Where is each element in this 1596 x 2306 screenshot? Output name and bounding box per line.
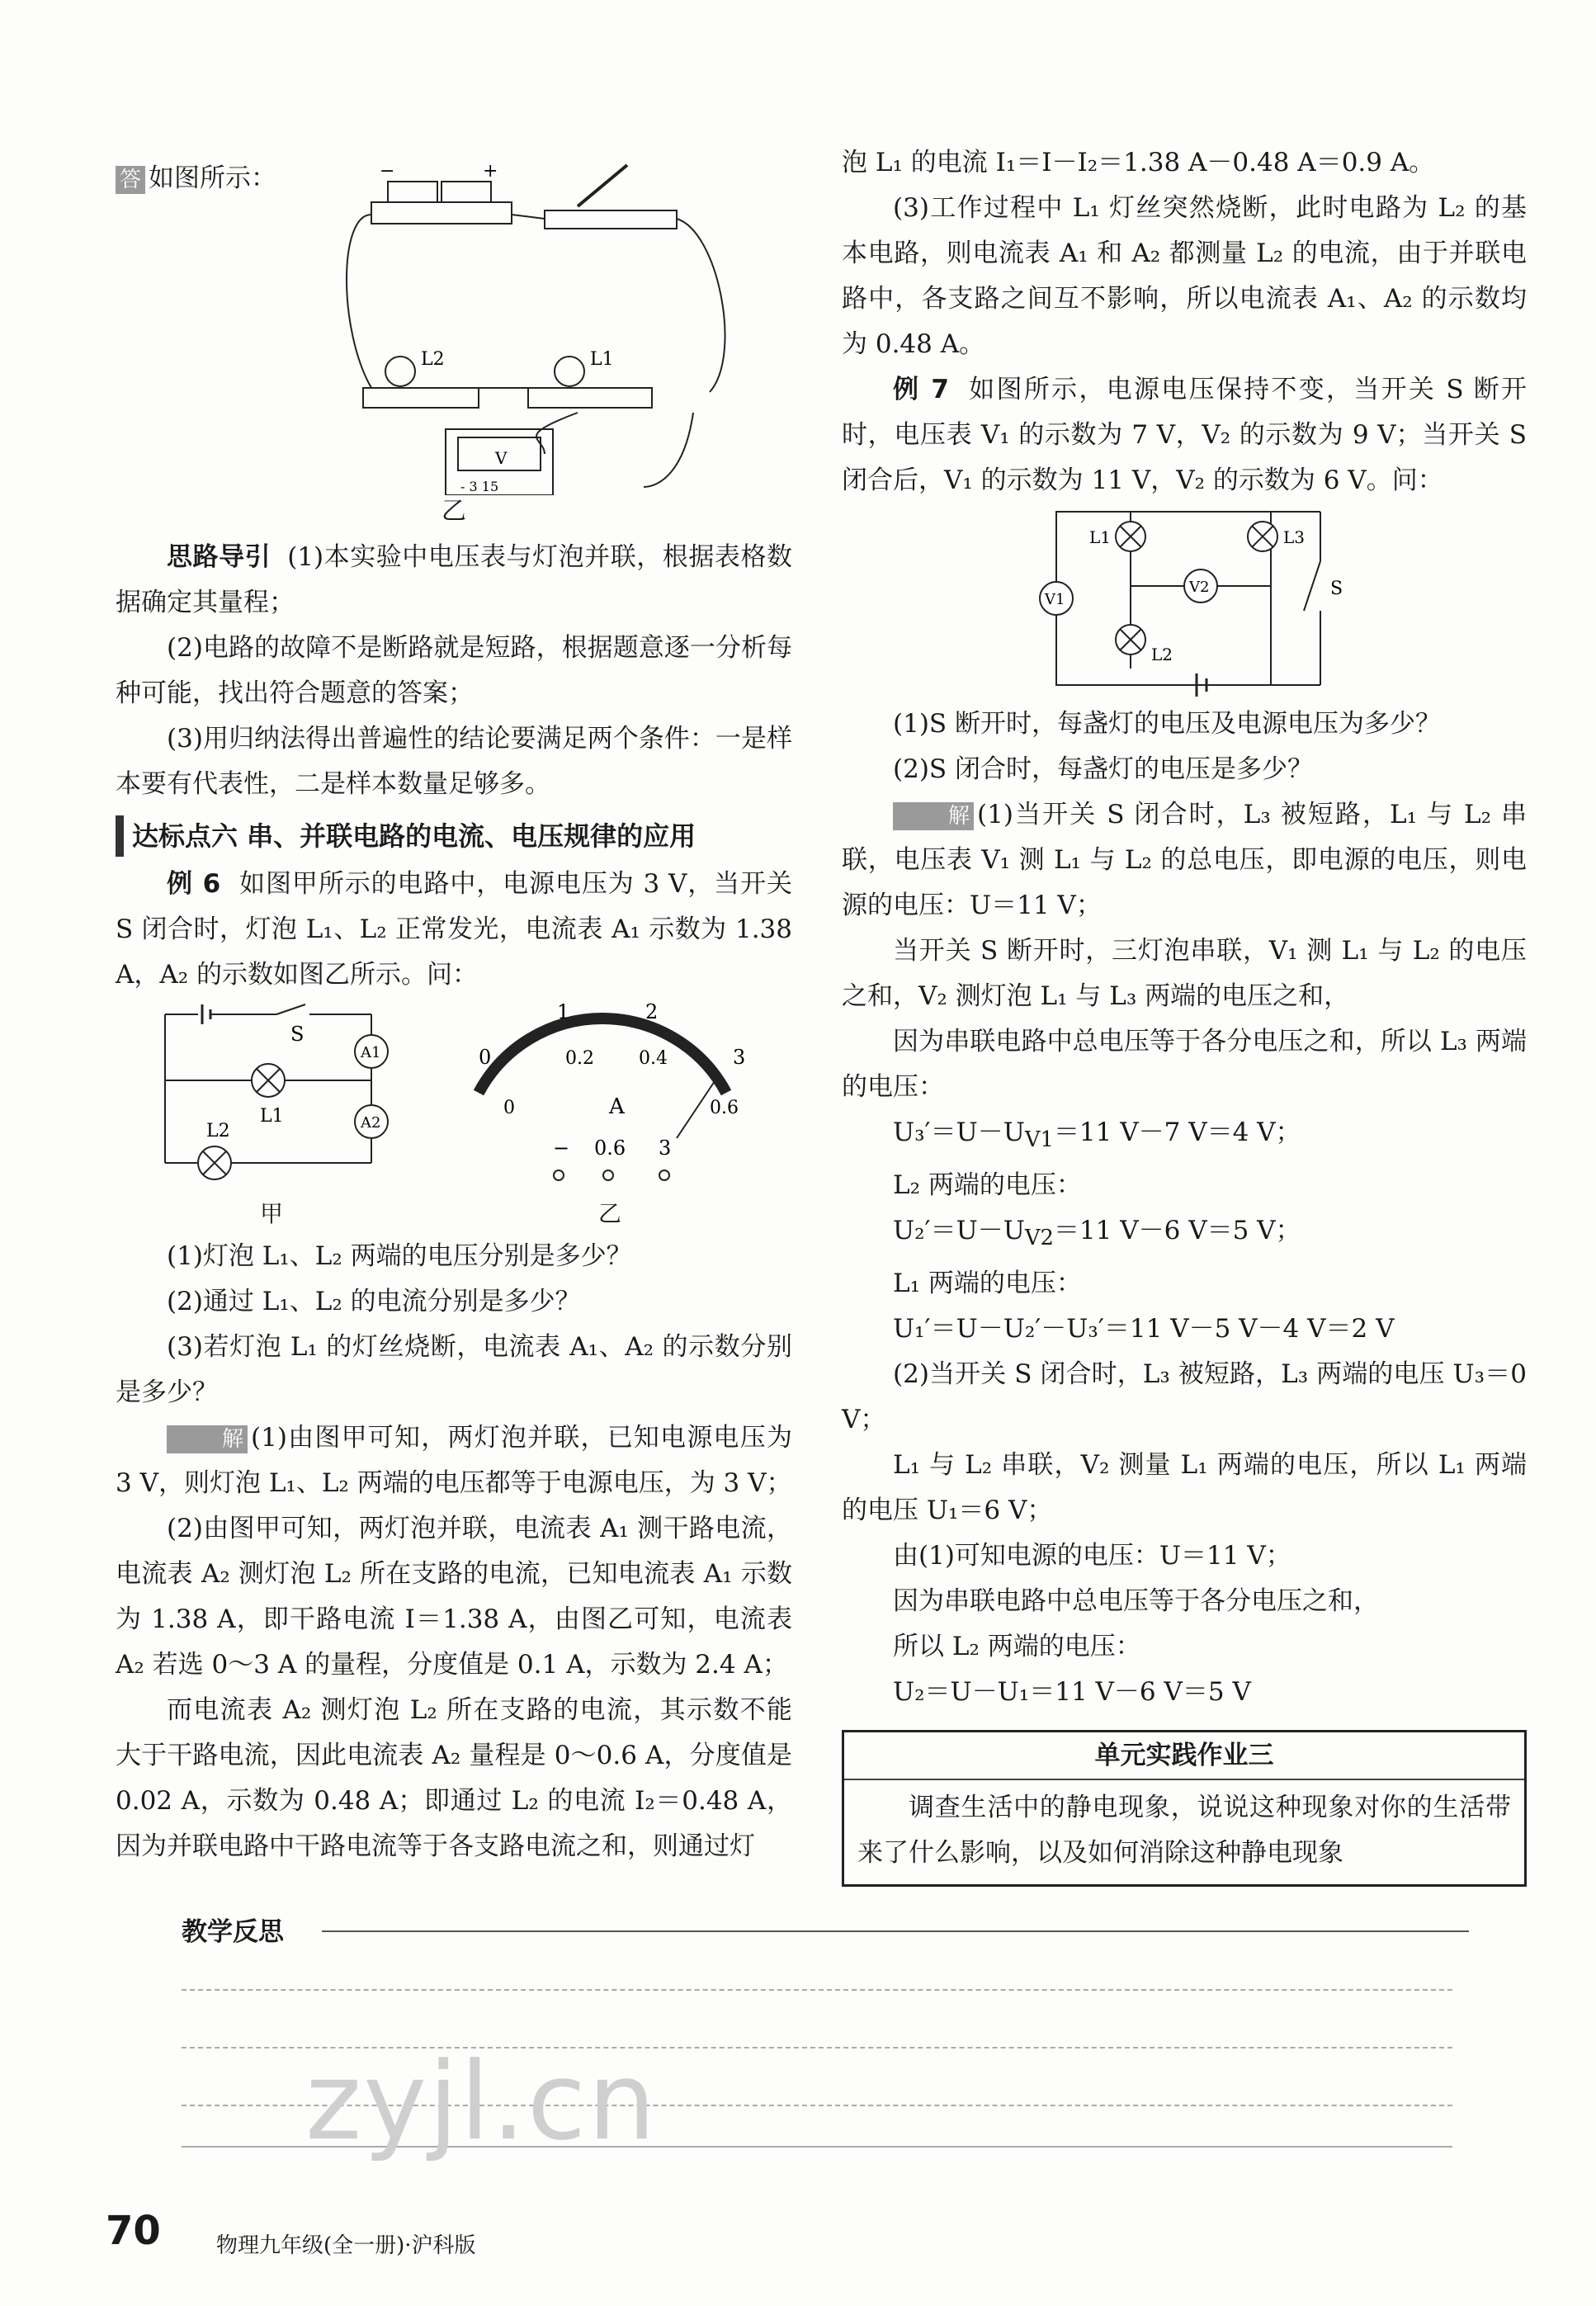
svg-text:L1: L1 — [260, 1106, 284, 1127]
continuation-2: (3)工作过程中 L₁ 灯丝突然烧断，此时电路为 L₂ 的基本电路，则电流表 A₁ 和 A₂ 都测量 L₂ 的电流，由于并联电路中，各支路之间互不影响，所以电流表 A₁、A₂ 的示数均为 0.48 A。 — [842, 193, 1527, 359]
svg-text:1: 1 — [557, 1000, 570, 1023]
solution-7-12: 因为串联电路中总电压等于各分电压之和， — [893, 1586, 1379, 1617]
svg-text:V1: V1 — [1045, 591, 1065, 608]
solution-7-2: 当开关 S 断开时，三灯泡串联，V₁ 测 L₁ 与 L₂ 的电压之和，V₂ 测灯泡 L₁ 与 L₃ 两端的电压之和， — [842, 936, 1527, 1011]
svg-text:−: − — [553, 1136, 570, 1160]
figure-circuit-jia-yi — [116, 998, 792, 1196]
svg-text:+: + — [483, 161, 498, 182]
continuation-1: 泡 L₁ 的电流 I₁＝I－I₂＝1.38 A－0.48 A＝0.9 A。 — [842, 148, 1435, 177]
fig2-captions: 甲 乙 — [260, 1200, 622, 1227]
svg-text:L3: L3 — [1283, 527, 1306, 547]
solution-7-3: 因为串联电路中总电压等于各分电压之和，所以 L₃ 两端的电压： — [842, 1027, 1527, 1102]
svg-text:3: 3 — [659, 1136, 672, 1160]
question-3: (3)若灯泡 L₁ 的灯丝烧断，电流表 A₁、A₂ 的示数分别是多少？ — [116, 1332, 792, 1407]
answer-intro: 如图所示： — [149, 163, 277, 193]
left-column — [116, 140, 792, 1869]
solution-7-1: 解 (1)当开关 S 闭合时，L₃ 被短路，L₁ 与 L₂ 串联，电压表 V₁ 测 L₁ 与 L₂ 的总电压，即电源的电压，则电源的电压：U＝11 V； — [842, 800, 1527, 920]
figure-caption-yi: 乙 — [441, 497, 466, 526]
solution-7-5: L₂ 两端的电压： — [893, 1170, 1082, 1201]
figure-circuit-yi — [116, 140, 792, 495]
svg-text:L2: L2 — [206, 1121, 230, 1141]
svg-text:0.6: 0.6 — [710, 1098, 739, 1118]
section-title: 达标点六 串、并联电路的电流、电压规律的应用 — [116, 815, 792, 857]
svg-text:S: S — [1330, 579, 1343, 599]
answer-badge: 答 — [116, 166, 145, 194]
example-6: 例 6 如图甲所示的电路中，电源电压为 3 V，当开关 S 闭合时，灯泡 L₁、L₂ 正常发光，电流表 A₁ 示数为 1.38 A，A₂ 的示数如图乙所示。问： — [116, 869, 792, 990]
svg-text:L2: L2 — [421, 349, 445, 370]
book-title: 物理九年级(全一册)·沪科版 — [216, 2233, 476, 2258]
circuit-diagram-1 — [116, 140, 792, 495]
lamp-L2 — [385, 357, 415, 386]
switch-board — [545, 210, 677, 229]
solution-7-10: L₁ 与 L₂ 串联，V₂ 测量 L₁ 两端的电压，所以 L₁ 两端的电压 U₁＝6 V； — [842, 1450, 1527, 1526]
reflect-line-1[interactable] — [182, 1989, 1452, 1991]
homework-title: 单元实践作业三 — [844, 1732, 1524, 1780]
solution-1: 解 (1)由图甲可知，两灯泡并联，已知电源电压为 3 V，则灯泡 L₁、L₂ 两端的电压都等于电源电压，为 3 V； — [116, 1423, 792, 1498]
svg-text:A1: A1 — [361, 1044, 381, 1061]
solution-3: 而电流表 A₂ 测灯泡 L₂ 所在支路的电流，其示数不能大于干路电流，因此电流表 A₂ 量程是 0～0.6 A，分度值是 0.02 A，示数为 0.48 A；即通过 L₂ 的电流 I₂＝0.48 A，因为并联电路中干路电流等于各支路电流之和，则通过灯 — [116, 1695, 792, 1861]
solution-7-6: $U_2'=U-U_{V2}=11$ V－6 V＝5 V； — [893, 1216, 1301, 1251]
figure-circuit-3 — [842, 503, 1527, 702]
question-7-2: (2)S 闭合时，每盏灯的电压是多少？ — [893, 754, 1314, 784]
svg-text:0.6: 0.6 — [594, 1136, 626, 1160]
svg-text:2: 2 — [645, 1000, 659, 1023]
circuit-diagram-3 — [842, 503, 1527, 702]
solution-7-13: 所以 L₂ 两端的电压： — [893, 1632, 1141, 1662]
watermark: zyjl.cn — [305, 2039, 658, 2164]
svg-text:L2: L2 — [1151, 645, 1173, 664]
svg-text:3: 3 — [733, 1046, 746, 1069]
page-number: 70 — [106, 2208, 161, 2254]
lamp-L1 — [555, 357, 584, 386]
svg-text:V: V — [495, 448, 508, 468]
guide-3: (3)用归纳法得出普遍性的结论要满足两个条件：一是样本要有代表性，二是样本数量足够多。 — [116, 724, 792, 799]
svg-text:L1: L1 — [1089, 527, 1112, 547]
guide-2: (2)电路的故障不是断路就是短路，根据题意逐一分析每种可能，找出符合题意的答案； — [116, 633, 792, 708]
question-7-1: (1)S 断开时，每盏灯的电压及电源电压为多少？ — [893, 709, 1442, 739]
svg-text:A: A — [609, 1094, 625, 1119]
circuit-diagram-2 — [116, 998, 792, 1196]
right-column — [842, 140, 1527, 1887]
reflect-label: 教学反思 — [182, 1917, 284, 1947]
solution-7-8: U₁′＝U－U₂′－U₃′＝11 V－5 V－4 V＝2 V — [893, 1314, 1395, 1344]
homework-box — [842, 1730, 1527, 1887]
meter-scale — [479, 1018, 726, 1093]
switch-S — [1304, 561, 1320, 611]
example-7: 例 7 如图所示，电源电压保持不变，当开关 S 断开时，电压表 V₁ 的示数为 7 V，V₂ 的示数为 9 V；当开关 S 闭合后，V₁ 的示数为 11 V，V₂ 的示数为 6 V。问： — [842, 375, 1527, 495]
solution-7-9: (2)当开关 S 闭合时，L₃ 被短路，L₃ 两端的电压 U₃＝0 V； — [842, 1359, 1527, 1435]
svg-text:A2: A2 — [361, 1114, 381, 1132]
svg-text:0.2: 0.2 — [565, 1048, 594, 1069]
svg-text:V2: V2 — [1189, 579, 1210, 596]
solution-2: (2)由图甲可知，两灯泡并联，电流表 A₁ 测干路电流，电流表 A₂ 测灯泡 L₂ 所在支路的电流，已知电流表 A₁ 示数为 1.38 A，即干路电流 I＝1.38 A，由图乙可知，电流表 A₂ 若选 0～3 A 的量程，分度值是 0.1 A，示数为 2.4 A； — [116, 1514, 792, 1680]
solution-7-4: $U_3'=U-U_{V1}=11$ V－7 V＝4 V； — [893, 1118, 1301, 1153]
solution-7-14: U₂＝U－U₁＝11 V－6 V＝5 V — [893, 1677, 1251, 1708]
svg-text:L1: L1 — [590, 349, 614, 370]
solution-7-7: L₁ 两端的电压： — [893, 1269, 1082, 1299]
svg-text:0: 0 — [479, 1046, 492, 1069]
question-2: (2)通过 L₁、L₂ 的电流分别是多少？ — [167, 1287, 581, 1316]
question-1: (1)灯泡 L₁、L₂ 两端的电压分别是多少？ — [167, 1241, 632, 1271]
solution-7-11: 由(1)可知电源的电压：U＝11 V； — [893, 1541, 1291, 1571]
svg-text:0: 0 — [503, 1098, 515, 1118]
homework-body: 调查生活中的静电现象，说说这种现象对你的生活带来了什么影响，以及如何消除这种静电现象 — [857, 1793, 1511, 1869]
svg-text:- 3 15: - 3 15 — [460, 479, 499, 494]
svg-text:−: − — [380, 161, 395, 182]
battery-board — [371, 202, 512, 224]
svg-text:0.4: 0.4 — [639, 1048, 668, 1069]
svg-text:S: S — [290, 1023, 305, 1046]
guide-1: 思路导引 (1)本实验中电压表与灯泡并联，根据表格数据确定其量程； — [116, 542, 792, 617]
